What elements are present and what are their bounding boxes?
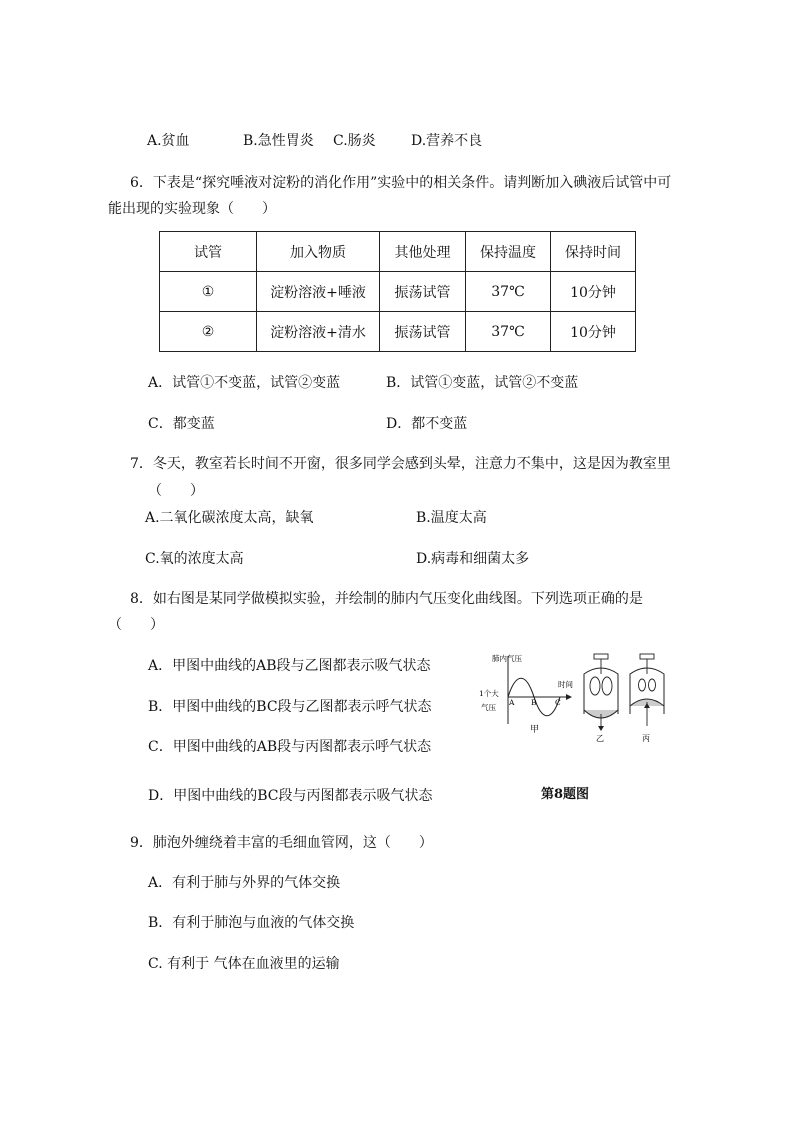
table-cell: ①: [160, 272, 257, 312]
q5-option-a: A.贫血: [147, 133, 190, 149]
panel-label-yi: 乙: [596, 734, 604, 743]
table-row: [160, 312, 636, 352]
point-a-label: A: [509, 698, 515, 707]
q9-stem: 9．肺泡外缠绕着丰富的毛细血管网，这（ ）: [130, 835, 433, 851]
panel-label-bing: 丙: [642, 734, 650, 743]
q6-option-a: A．试管①不变蓝，试管②变蓝: [148, 375, 341, 391]
q7-option-b: B.温度太高: [416, 510, 487, 526]
q9-option-c: C. 有利于 气体在血液里的运输: [148, 956, 340, 972]
q6-stem-line1: 6．下表是“探究唾液对淀粉的消化作用”实验中的相关条件。请判断加入碘液后试管中可: [130, 175, 672, 191]
q8-option-c: C．甲图中曲线的AB段与丙图都表示呼气状态: [148, 739, 432, 755]
q6-option-c: C．都变蓝: [148, 416, 215, 432]
table-cell: 振荡试管: [380, 272, 466, 312]
table-cell: 淀粉溶液+唾液: [257, 272, 380, 312]
table-header-cell: 试管: [160, 232, 257, 272]
q7-option-d: D.病毒和细菌太多: [416, 551, 530, 567]
table-cell: 淀粉溶液+清水: [257, 312, 380, 352]
arrow-down-icon: [598, 726, 604, 731]
q7-option-a: A.二氧化碳浓度太高，缺氧: [145, 510, 314, 526]
q6-condition-table: [159, 231, 636, 352]
q5-option-b: B.急性胃炎: [243, 133, 314, 149]
q6-option-d: D．都不变蓝: [386, 416, 468, 432]
point-c-label: C: [555, 698, 561, 707]
q8-option-d: D．甲图中曲线的BC段与丙图都表示吸气状态: [148, 788, 433, 804]
table-cell: 振荡试管: [380, 312, 466, 352]
q6-option-b: B．试管①变蓝，试管②不变蓝: [386, 375, 579, 391]
side-label-1: 1个大: [479, 689, 499, 698]
table-cell: 10分钟: [551, 312, 636, 352]
side-label-2: 气压: [481, 703, 496, 712]
panel-label-jia: 甲: [530, 725, 540, 735]
q7-stem-line2: （ ）: [148, 483, 204, 499]
table-cell: 10分钟: [551, 272, 636, 312]
q7-option-c: C.氧的浓度太高: [145, 551, 244, 567]
q7-stem-line1: 7．冬天，教室若长时间不开窗，很多同学会感到头晕，注意力不集中，这是因为教室里: [130, 456, 671, 472]
x-axis-arrow-icon: [566, 694, 572, 700]
table-cell: 37℃: [466, 312, 551, 352]
y-axis-label: 肺内气压: [492, 654, 522, 663]
table-header-cell: 加入物质: [257, 232, 380, 272]
bell-jar-inhale: [584, 654, 618, 743]
q5-option-c: C.肠炎: [333, 133, 376, 149]
table-cell: ②: [160, 312, 257, 352]
point-b-label: B: [531, 698, 537, 707]
q8-option-a: A．甲图中曲线的AB段与乙图都表示吸气状态: [148, 658, 431, 674]
q5-option-d: D.营养不良: [411, 133, 483, 149]
table-cell: 37℃: [466, 272, 551, 312]
table-header-cell: 其他处理: [380, 232, 466, 272]
table-row: [160, 272, 636, 312]
q6-stem-line2: 能出现的实验现象（ ）: [108, 201, 276, 217]
q9-option-a: A．有利于肺与外界的气体交换: [148, 875, 341, 891]
q8-stem-line1: 8．如右图是某同学做模拟实验，并绘制的肺内气压变化曲线图。下列选项正确的是: [130, 591, 643, 607]
pressure-graph: [479, 653, 573, 735]
table-header-cell: 保持温度: [466, 232, 551, 272]
x-axis-label: 时间: [558, 680, 573, 689]
q8-figure-caption: 第8题图: [541, 787, 590, 802]
bell-jar-exhale: [630, 654, 664, 743]
q8-stem-line2: （ ）: [108, 617, 164, 633]
q8-figure: [478, 652, 673, 747]
table-header-row: [160, 232, 636, 272]
q8-option-b: B．甲图中曲线的BC段与乙图都表示呼气状态: [148, 699, 432, 715]
q9-option-b: B．有利于肺泡与血液的气体交换: [148, 915, 355, 931]
table-header-cell: 保持时间: [551, 232, 636, 272]
